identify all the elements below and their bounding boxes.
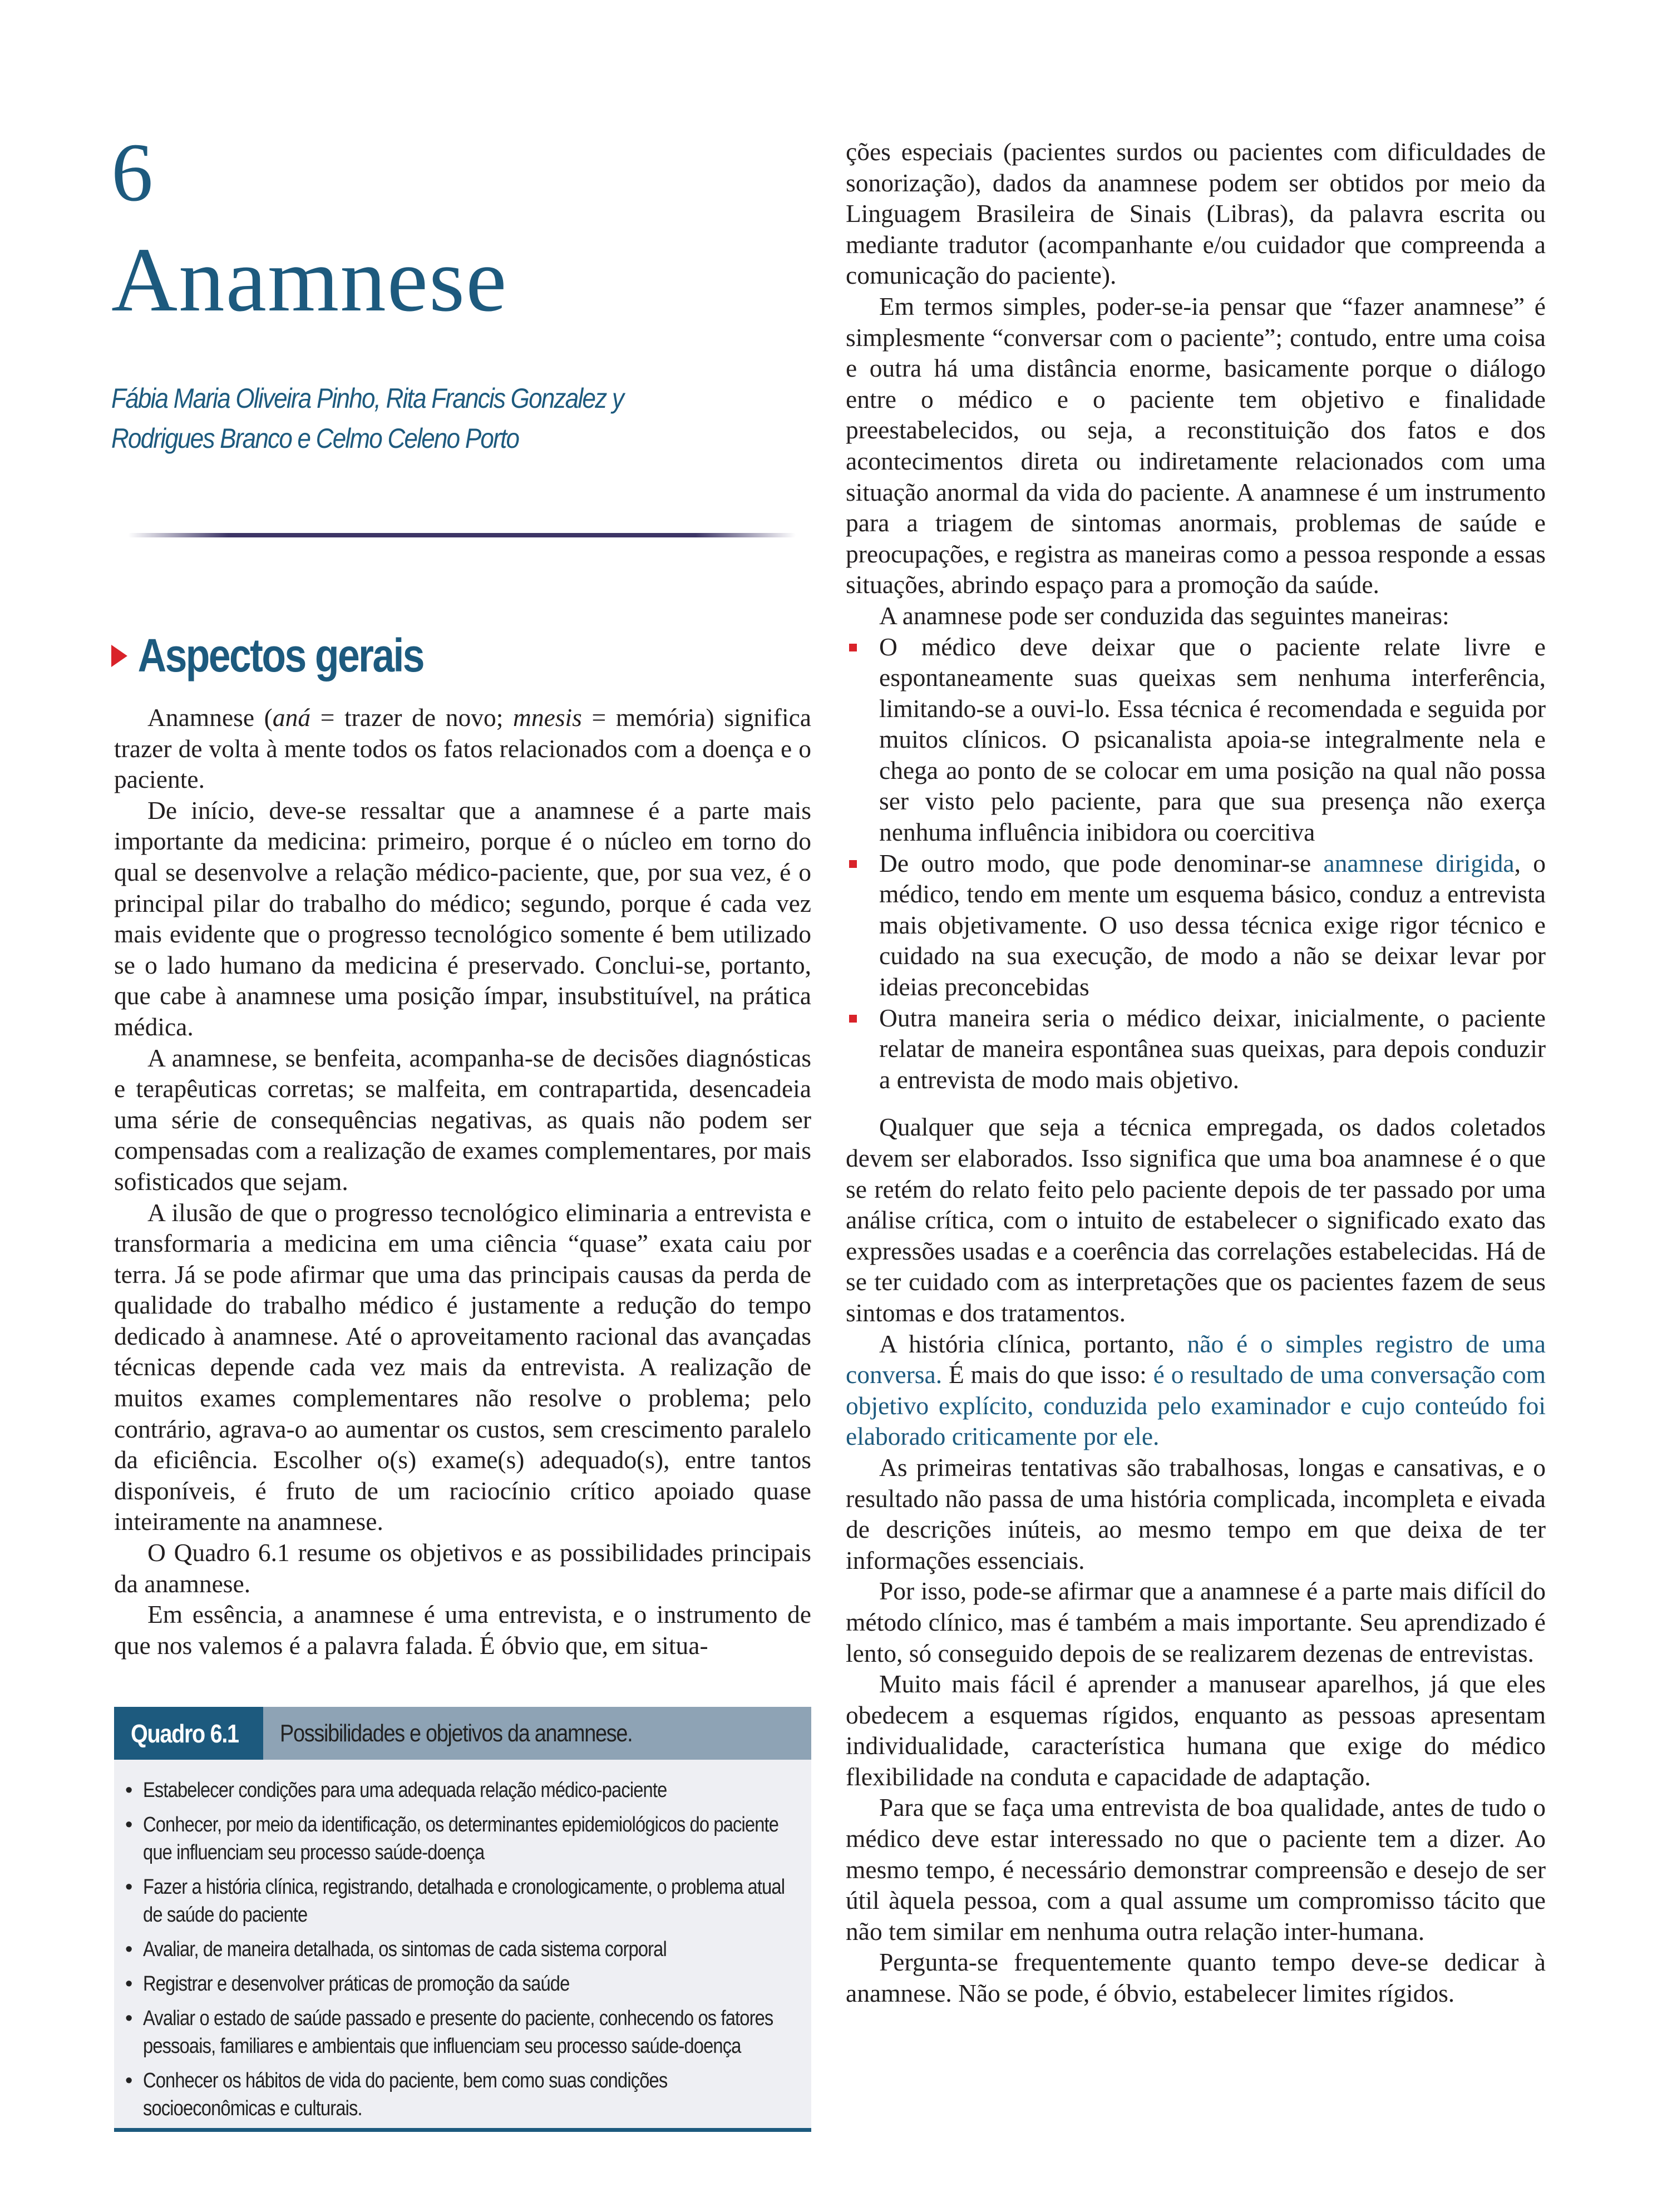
quadro-label xyxy=(114,1707,263,1760)
square-bullet-icon xyxy=(849,644,857,651)
text-segment: De início, deve-se ressaltar que a anamnese é a parte mais importante da medicina: primeiro, porque é o núcleo em torno do qual se desenvolve a relação médico-paciente, que, por sua vez, é o principal pilar do trabalho do médico; segundo, porque é cada vez mais evidente que o progresso tecnológico somente é bem utilizado se o lado humano da medicina é preservado. Conclui-se, portanto, que cabe à anamnese uma posição ímpar, insubstituível, na prática médica. xyxy=(114,796,811,1041)
triangle-bullet-icon xyxy=(111,645,127,667)
methods-list xyxy=(846,631,1546,1095)
highlighted-text: é o resultado de uma conversação com objetivo explícito, conduzida pelo examinador e cujo conteúdo foi elaborado criticamente por ele. xyxy=(846,1360,1546,1451)
quadro-item-text: • Registrar e desenvolver práticas de promoção da saúde xyxy=(143,1972,570,1996)
text-segment: A anamnese, se benfeita, acompanha-se de decisões diagnósticas e terapêuticas corretas; se malfeita, em contrapartida, desencadeia uma série de consequências negativas, as quais não podem ser compensadas com a realização de exames complementares, por mais sofisticados que sejam. xyxy=(114,1043,811,1196)
square-bullet-icon xyxy=(849,860,857,868)
text-segment: , o médico, tendo em mente um esquema básico, conduz a entrevista mais objetivamente. O uso dessa técnica exige rigor técnico e cuidado na sua execução, de modo a não se deixar levar por ideias preconcebidas xyxy=(879,848,1546,1001)
quadro-item-text: • Conhecer os hábitos de vida do paciente, bem como suas condições socioeconômicas e culturais. xyxy=(143,2069,668,2120)
right-paragraphs-after xyxy=(846,1112,1546,2008)
text-segment: Em termos simples, poder-se-ia pensar que “fazer anamnese” é simplesmente “conversar com o paciente”; contudo, entre uma coisa e outra há uma distância enorme, basicamente porque o diálogo entre o médico e o paciente tem objetivo e finalidade preestabelecidos, ou seja, a reconstituição dos fatos e dos acontecimentos direta ou indiretamente relacionados com uma situação anormal da vida do paciente. A anamnese é um instrumento para a triagem de sintomas anormais, problemas de saúde e preocupações, e registra as maneiras como a pessoa responde a essas situações, abrindo espaço para a promoção da saúde. xyxy=(846,292,1546,599)
text-segment: ções especiais (pacientes surdos ou pacientes com dificuldades de sonorização), dados da anamnese podem ser obtidos por meio da Linguagem Brasileira de Sinais (Libras), da palavra escrita ou mediante tradutor (acompanhante e/ou cuidador que compreenda a comunicação do paciente). xyxy=(846,137,1546,290)
paragraph xyxy=(846,1576,1546,1668)
text-segment: aná xyxy=(272,703,311,732)
quadro-header xyxy=(114,1707,811,1760)
paragraph xyxy=(846,1792,1546,1947)
text-segment: A história clínica, portanto, xyxy=(879,1329,1187,1358)
text-segment: Qualquer que seja a técnica empregada, os dados coletados devem ser elaborados. Isso significa que uma boa anamnese é o que se retém do relato feito pelo paciente depois de ter passado por uma análise crítica, com o intuito de estabelecer o significado exato das expressões usadas e a coerência das correlações estabelecidas. Há de se ter cuidado com as interpretações que os pacientes fazem de seus sintomas e dos tratamentos. xyxy=(846,1113,1546,1327)
text-segment: É mais do que isso: xyxy=(942,1360,1153,1389)
text-segment: De outro modo, que pode denominar-se xyxy=(879,848,1324,877)
quadro-item xyxy=(125,2067,811,2122)
paragraph xyxy=(114,1599,811,1661)
text-segment: A ilusão de que o progresso tecnológico eliminaria a entrevista e transformaria a medicina em uma ciência “quase” exata caiu por terra. Já se pode afirmar que uma das principais causas da perda de qualidade do trabalho médico é justamente a redução do tempo dedicado à anamnese. Até o aproveitamento racional das avançadas técnicas depende cada vez mais da entrevista. A realização de muitos exames complementares não resolve o problema; pelo contrário, agrava-o ao aumentar os custos, sem crescimento paralelo da eficiência. Escolher o(s) exame(s) adequado(s), entre tantos disponíveis, é fruto de um raciocínio crítico apoiado quase inteiramente na anamnese. xyxy=(114,1198,811,1536)
chapter-number: 6 xyxy=(111,126,153,219)
text-segment: Muito mais fácil é aprender a manusear aparelhos, já que eles obedecem a esquemas rígidos, enquanto as pessoas apresentam individualidade, característica humana que exige do médico flexibilidade na conduta e capacidade de adaptação. xyxy=(846,1670,1546,1791)
quadro-item xyxy=(125,1970,811,1998)
quadro-item-text: • Conhecer, por meio da identificação, os determinantes epidemiológicos do paciente que influenciam seu processo saúde-doença xyxy=(143,1813,779,1864)
paragraph xyxy=(846,1329,1546,1452)
text-segment: Em essência, a anamnese é uma entrevista, e o instrumento de que nos valemos é a palavra falada. É óbvio que, em situa- xyxy=(114,1600,811,1660)
paragraph xyxy=(846,600,1546,631)
quadro-item xyxy=(125,1936,811,1963)
chapter-authors: Fábia Maria Oliveira Pinho, Rita Francis Gonzalez y Rodrigues Branco e Celmo Celeno Porto xyxy=(111,383,624,454)
text-segment: A anamnese pode ser conduzida das seguintes maneiras: xyxy=(879,601,1449,630)
paragraph xyxy=(114,1537,811,1599)
quadro-box xyxy=(114,1707,811,2132)
list-item xyxy=(846,1003,1546,1095)
text-segment: Outra maneira seria o médico deixar, inicialmente, o paciente relatar de maneira espontânea suas queixas, para depois conduzir a entrevista de modo mais objetivo. xyxy=(879,1003,1546,1094)
quadro-item xyxy=(125,1776,811,1804)
quadro-item-text: • Estabelecer condições para uma adequada relação médico-paciente xyxy=(143,1779,667,1802)
quadro-item-text: • Fazer a história clínica, registrando, detalhada e cronologicamente, o problema atual de saúde do paciente xyxy=(143,1875,785,1927)
quadro-item-text: • Avaliar, de maneira detalhada, os sintomas de cada sistema corporal xyxy=(143,1938,667,1961)
highlighted-text: não é o simples registro de uma conversa. xyxy=(846,1329,1546,1389)
right-column xyxy=(846,136,1546,2009)
paragraph xyxy=(114,702,811,795)
text-segment: Pergunta-se frequentemente quanto tempo deve-se dedicar à anamnese. Não se pode, é óbvio, estabelecer limites rígidos. xyxy=(846,1948,1546,2008)
section-title: Aspectos gerais xyxy=(137,629,423,682)
quadro-list xyxy=(114,1760,811,2122)
paragraph xyxy=(846,1112,1546,1328)
quadro-item-text: • Avaliar o estado de saúde passado e presente do paciente, conhecendo os fatores pessoais, familiares e ambientais que influenciam seu processo saúde-doença xyxy=(143,2007,773,2058)
paragraph xyxy=(114,795,811,1043)
right-paragraphs-before xyxy=(846,136,1546,631)
list-item xyxy=(846,631,1546,848)
text-segment: Para que se faça uma entrevista de boa qualidade, antes de tudo o médico deve estar interessado no que o paciente tem a dizer. Ao mesmo tempo, é necessário demonstrar compreensão e desejo de ser útil àquela pessoa, com a qual assume um compromisso tácito que não tem similar em nenhuma outra relação inter-humana. xyxy=(846,1793,1546,1946)
paragraph xyxy=(846,1668,1546,1792)
paragraph xyxy=(846,1452,1546,1576)
quadro-item xyxy=(125,1811,811,1867)
paragraph xyxy=(846,1947,1546,2008)
paragraph xyxy=(114,1043,811,1197)
text-segment: As primeiras tentativas são trabalhosas, longas e cansativas, e o resultado não passa de uma história complicada, incompleta e eivada de descrições inúteis, ao mesmo tempo em que deixa de ter informações essenciais. xyxy=(846,1453,1546,1574)
quadro-item xyxy=(125,1873,811,1929)
left-column xyxy=(114,702,811,1661)
text-segment: mnesis xyxy=(513,703,582,732)
highlighted-text: anamnese dirigida xyxy=(1323,848,1515,877)
quadro-label-text: Quadro 6.1 xyxy=(131,1719,239,1748)
section-heading xyxy=(111,629,423,683)
text-segment: O médico deve deixar que o paciente relate livre e espontaneamente suas queixas sem nenhuma interferência, limitando-se a ouvi-lo. Essa técnica é recomendada e seguida por muitos clínicos. O psicanalista apoia-se integralmente nela e chega ao ponto de se colocar em uma posição na qual não possa ser visto pelo paciente, para que sua presença não exerça nenhuma influência inibidora ou coercitiva xyxy=(879,632,1546,847)
chapter-title: Anamnese xyxy=(111,229,508,330)
quadro-title-text: Possibilidades e objetivos da anamnese. xyxy=(280,1719,633,1747)
quadro-item xyxy=(125,2004,811,2060)
paragraph xyxy=(114,1197,811,1538)
divider xyxy=(128,533,796,537)
list-item xyxy=(846,848,1546,1003)
paragraph xyxy=(846,136,1546,291)
paragraph xyxy=(846,291,1546,600)
quadro-title xyxy=(263,1707,689,1760)
text-segment: O Quadro 6.1 resume os objetivos e as possibilidades principais da anamnese. xyxy=(114,1538,811,1598)
text-segment: Por isso, pode-se afirmar que a anamnese é a parte mais difícil do método clínico, mas é também a mais importante. Seu aprendizado é lento, só conseguido depois de se realizarem dezenas de entrevistas. xyxy=(846,1577,1546,1667)
text-segment: Anamnese ( xyxy=(147,703,273,732)
square-bullet-icon xyxy=(849,1015,857,1023)
text-segment: = trazer de novo; xyxy=(310,703,514,732)
text-segment: = memória) significa trazer de volta à mente todos os fatos relacionados com a doença e o paciente. xyxy=(114,703,811,794)
